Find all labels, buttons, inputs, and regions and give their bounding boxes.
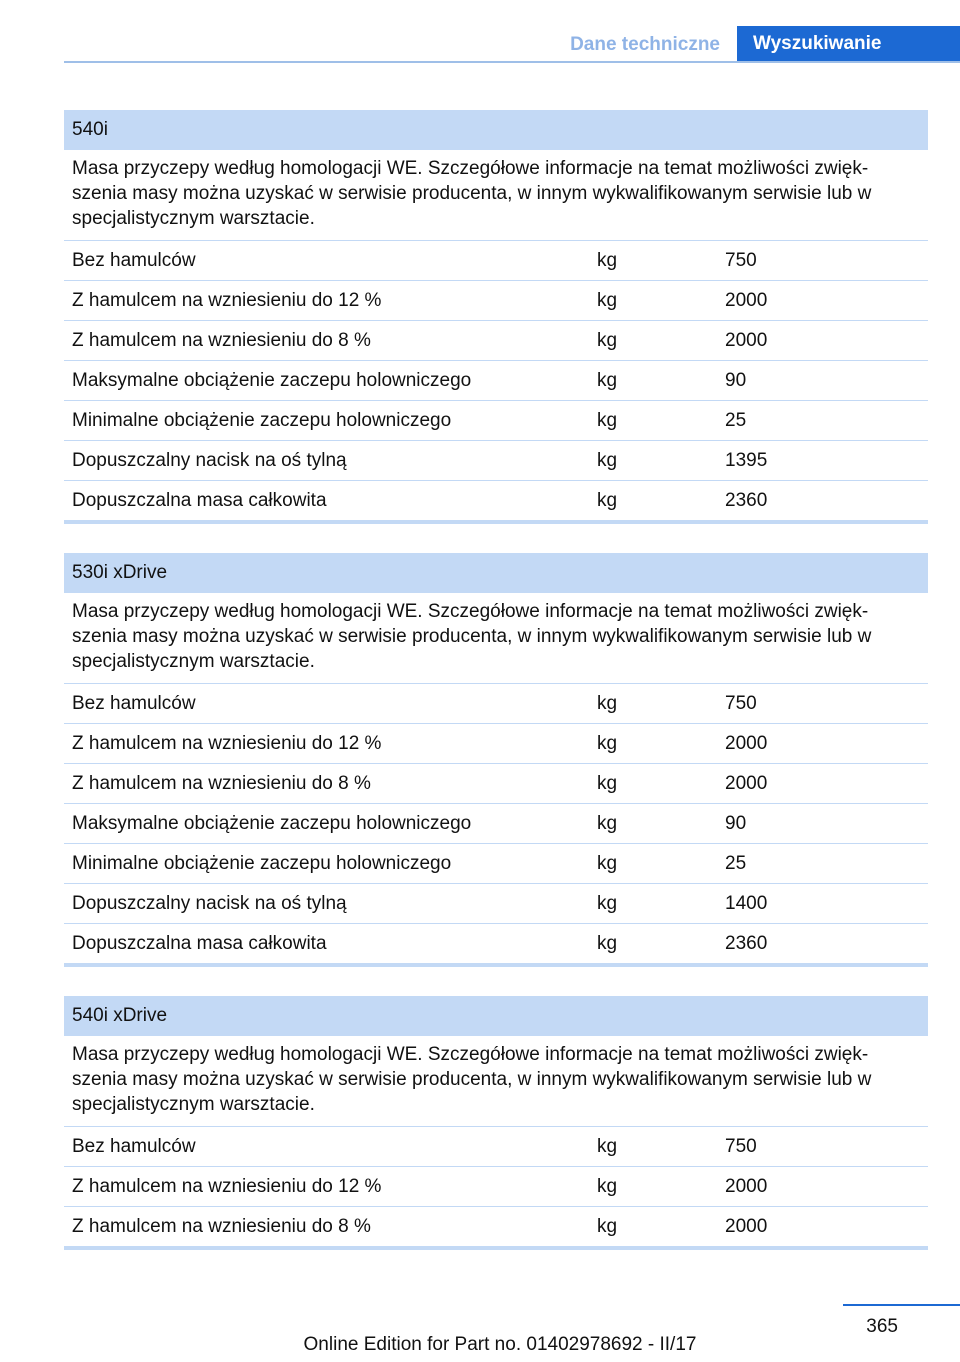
- table-row: Bez hamulców kg 750: [64, 241, 928, 281]
- table-row: Dopuszczalny nacisk na oś tylną kg 1400: [64, 884, 928, 924]
- block-title: 540i xDrive: [64, 996, 928, 1036]
- table-row: Bez hamulców kg 750: [64, 684, 928, 724]
- table-row: Dopuszczalna masa całkowita kg 2360: [64, 481, 928, 521]
- table-row: Z hamulcem na wzniesieniu do 12 % kg 2000: [64, 281, 928, 321]
- block-description: Masa przyczepy według homologacji WE. Szczegółowe informacje na temat możliwości zwięk- szenia masy można uzyskać w serwisie producenta, w innym wykwalifikowanym serwisie lub w specjalistycznym warsztacie.: [64, 1036, 928, 1127]
- table-row: Z hamulcem na wzniesieniu do 12 % kg 2000: [64, 1167, 928, 1207]
- block-title: 530i xDrive: [64, 553, 928, 593]
- table-row: Maksymalne obciążenie zaczepu holowniczego kg 90: [64, 804, 928, 844]
- table-row: Bez hamulców kg 750: [64, 1127, 928, 1167]
- edition-note: Online Edition for Part no. 01402978692 - II/17: [303, 1334, 697, 1355]
- block-description: Masa przyczepy według homologacji WE. Szczegółowe informacje na temat możliwości zwięk- szenia masy można uzyskać w serwisie producenta, w innym wykwalifikowanym serwisie lub w specjalistycznym warsztacie.: [64, 593, 928, 684]
- block-end-rule: [64, 963, 928, 967]
- spec-block-540i-xdrive: [64, 996, 928, 1250]
- table-row: Maksymalne obciążenie zaczepu holowniczego kg 90: [64, 361, 928, 401]
- block-end-rule: [64, 1246, 928, 1250]
- table-row: Dopuszczalny nacisk na oś tylną kg 1395: [64, 441, 928, 481]
- page-number: 365: [866, 1316, 898, 1337]
- table-row: Z hamulcem na wzniesieniu do 8 % kg 2000: [64, 764, 928, 804]
- footer-rule: [843, 1304, 960, 1306]
- block-description: Masa przyczepy według homologacji WE. Szczegółowe informacje na temat możliwości zwięk- szenia masy można uzyskać w serwisie producenta, w innym wykwalifikowanym serwisie lub w specjalistycznym warsztacie.: [64, 150, 928, 241]
- spec-block-530i-xdrive: [64, 553, 928, 967]
- header-rule: [64, 61, 960, 63]
- tab-wyszukiwanie[interactable]: Wyszukiwanie: [737, 26, 960, 61]
- tab-dane-techniczne[interactable]: Dane techniczne: [570, 34, 720, 55]
- table-row: Minimalne obciążenie zaczepu holowniczego kg 25: [64, 844, 928, 884]
- table-row: Z hamulcem na wzniesieniu do 8 % kg 2000: [64, 1207, 928, 1247]
- table-row: Dopuszczalna masa całkowita kg 2360: [64, 924, 928, 964]
- table-row: Z hamulcem na wzniesieniu do 12 % kg 2000: [64, 724, 928, 764]
- spec-block-540i: [64, 110, 928, 524]
- block-end-rule: [64, 520, 928, 524]
- table-row: Minimalne obciążenie zaczepu holowniczego kg 25: [64, 401, 928, 441]
- table-row: Z hamulcem na wzniesieniu do 8 % kg 2000: [64, 321, 928, 361]
- block-title: 540i: [64, 110, 928, 150]
